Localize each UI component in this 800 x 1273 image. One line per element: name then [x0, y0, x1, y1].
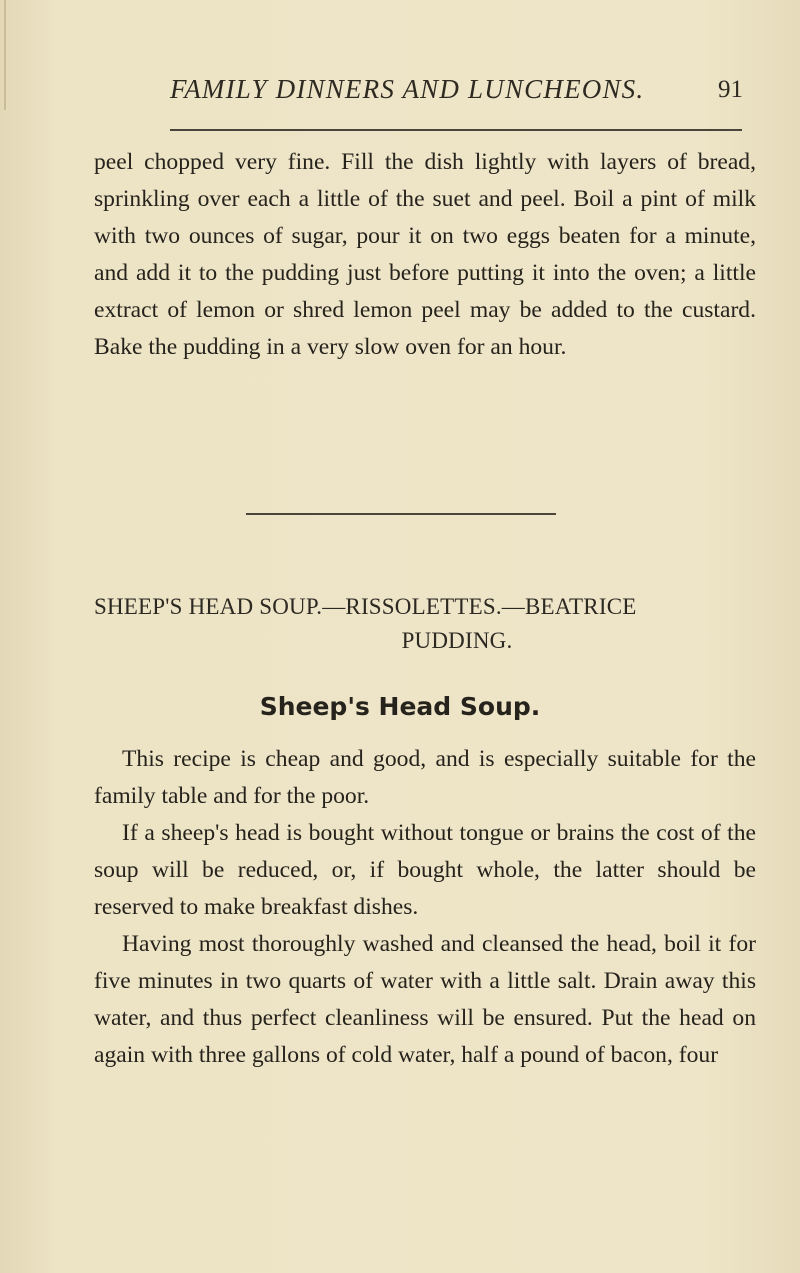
recipe-body	[94, 741, 756, 1074]
section-heading	[94, 590, 760, 658]
recipe-title: Sheep's Head Soup.	[259, 692, 541, 721]
section-heading-line-2: PUDDING.	[401, 628, 513, 653]
recipe-paragraph: Having most thoroughly washed and cleansed the head, boil it for five minutes in two quarts of water with a little salt. Drain away this water, and thus perfect cleanliness will be ensured. Put the head on again with three gallons of cold water, half a pound of bacon, four	[94, 931, 756, 1068]
running-title: FAMILY DINNERS AND LUNCHEONS.	[170, 74, 645, 104]
section-divider	[246, 513, 556, 515]
recipe-paragraph: This recipe is cheap and good, and is especially suitable for the family table and for the poor.	[94, 746, 756, 809]
running-head	[0, 74, 800, 114]
page-number: 91	[718, 76, 743, 103]
section-heading-line-1: SHEEP'S HEAD SOUP.—RISSOLETTES.—BEATRICE	[94, 594, 637, 619]
continued-paragraph: peel chopped very fine. Fill the dish lightly with layers of bread, sprinkling over each a little of the suet and peel. Boil a pint of milk with two ounces of sugar, pour it on two eggs beaten for a minute, and add it to the pudding just before putting it into the oven; a little extract of lemon or shred lemon peel may be added to the custard. Bake the pudding in a very slow oven for an hour.	[94, 149, 756, 360]
header-rule	[170, 129, 742, 131]
recipe-paragraph: If a sheep's head is bought without tongue or brains the cost of the soup will be reduced, or, if bought whole, the latter should be reserved to make breakfast dishes.	[94, 820, 756, 920]
